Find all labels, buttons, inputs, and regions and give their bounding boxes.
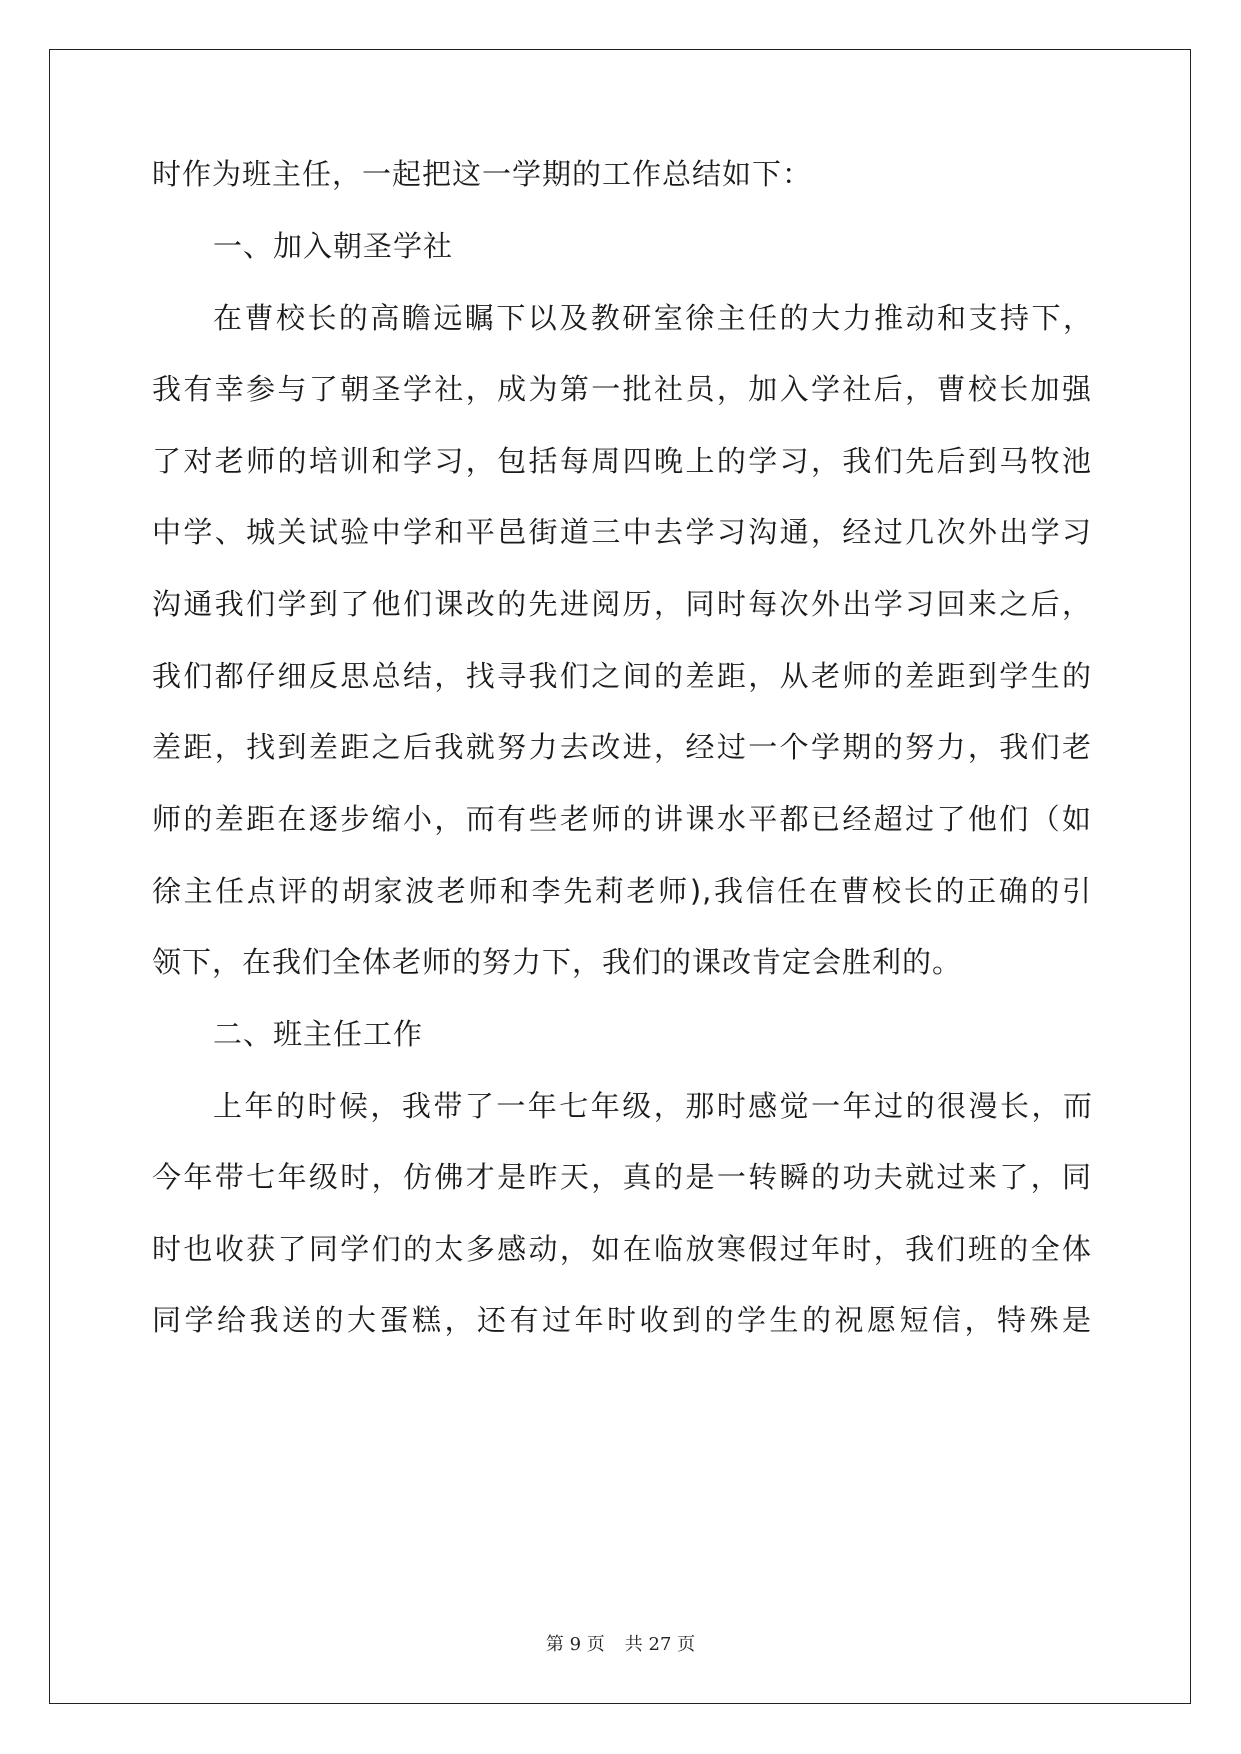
paragraph-line: 中学、城关试验中学和平邑街道三中去学习沟通，经过几次外出学习 bbox=[152, 515, 1092, 549]
paragraph-line: 我有幸参与了朝圣学社，成为第一批社员，加入学社后，曹校长加强 bbox=[152, 372, 1092, 406]
paragraph-line: 了对老师的培训和学习，包括每周四晚上的学习，我们先后到马牧池 bbox=[152, 444, 1092, 478]
page-footer bbox=[0, 1630, 1241, 1656]
paragraph-line: 差距，找到差距之后我就努力去改进，经过一个学期的努力，我们老 bbox=[152, 730, 1092, 764]
paragraph-line: 沟通我们学到了他们课改的先进阅历，同时每次外出学习回来之后， bbox=[152, 587, 1092, 621]
paragraph-line: 时也收获了同学们的太多感动，如在临放寒假过年时，我们班的全体 bbox=[152, 1232, 1092, 1266]
paragraph-line: 徐主任点评的胡家波老师和李先莉老师),我信任在曹校长的正确的引 bbox=[152, 874, 1092, 908]
paragraph-line: 在曹校长的高瞻远瞩下以及教研室徐主任的大力推动和支持下， bbox=[213, 301, 1093, 335]
page-total: 共 27 页 bbox=[624, 1634, 696, 1655]
page-number: 第 9 页 bbox=[545, 1634, 605, 1655]
section-heading-2: 二、班主任工作 bbox=[213, 1017, 424, 1051]
paragraph-line: 上年的时候，我带了一年七年级，那时感觉一年过的很漫长，而 bbox=[213, 1089, 1093, 1123]
body-line: 时作为班主任，一起把这一学期的工作总结如下： bbox=[152, 157, 813, 191]
paragraph-line: 同学给我送的大蛋糕，还有过年时收到的学生的祝愿短信，特殊是 bbox=[152, 1303, 1092, 1337]
section-heading-1: 一、加入朝圣学社 bbox=[213, 229, 454, 263]
paragraph-line: 我们都仔细反思总结，找寻我们之间的差距，从老师的差距到学生的 bbox=[152, 659, 1092, 693]
paragraph-line: 领下，在我们全体老师的努力下，我们的课改肯定会胜利的。 bbox=[152, 945, 963, 979]
paragraph-line: 今年带七年级时，仿佛才是昨天，真的是一转瞬的功夫就过来了，同 bbox=[152, 1160, 1092, 1194]
paragraph-line: 师的差距在逐步缩小，而有些老师的讲课水平都已经超过了他们（如 bbox=[152, 802, 1092, 836]
